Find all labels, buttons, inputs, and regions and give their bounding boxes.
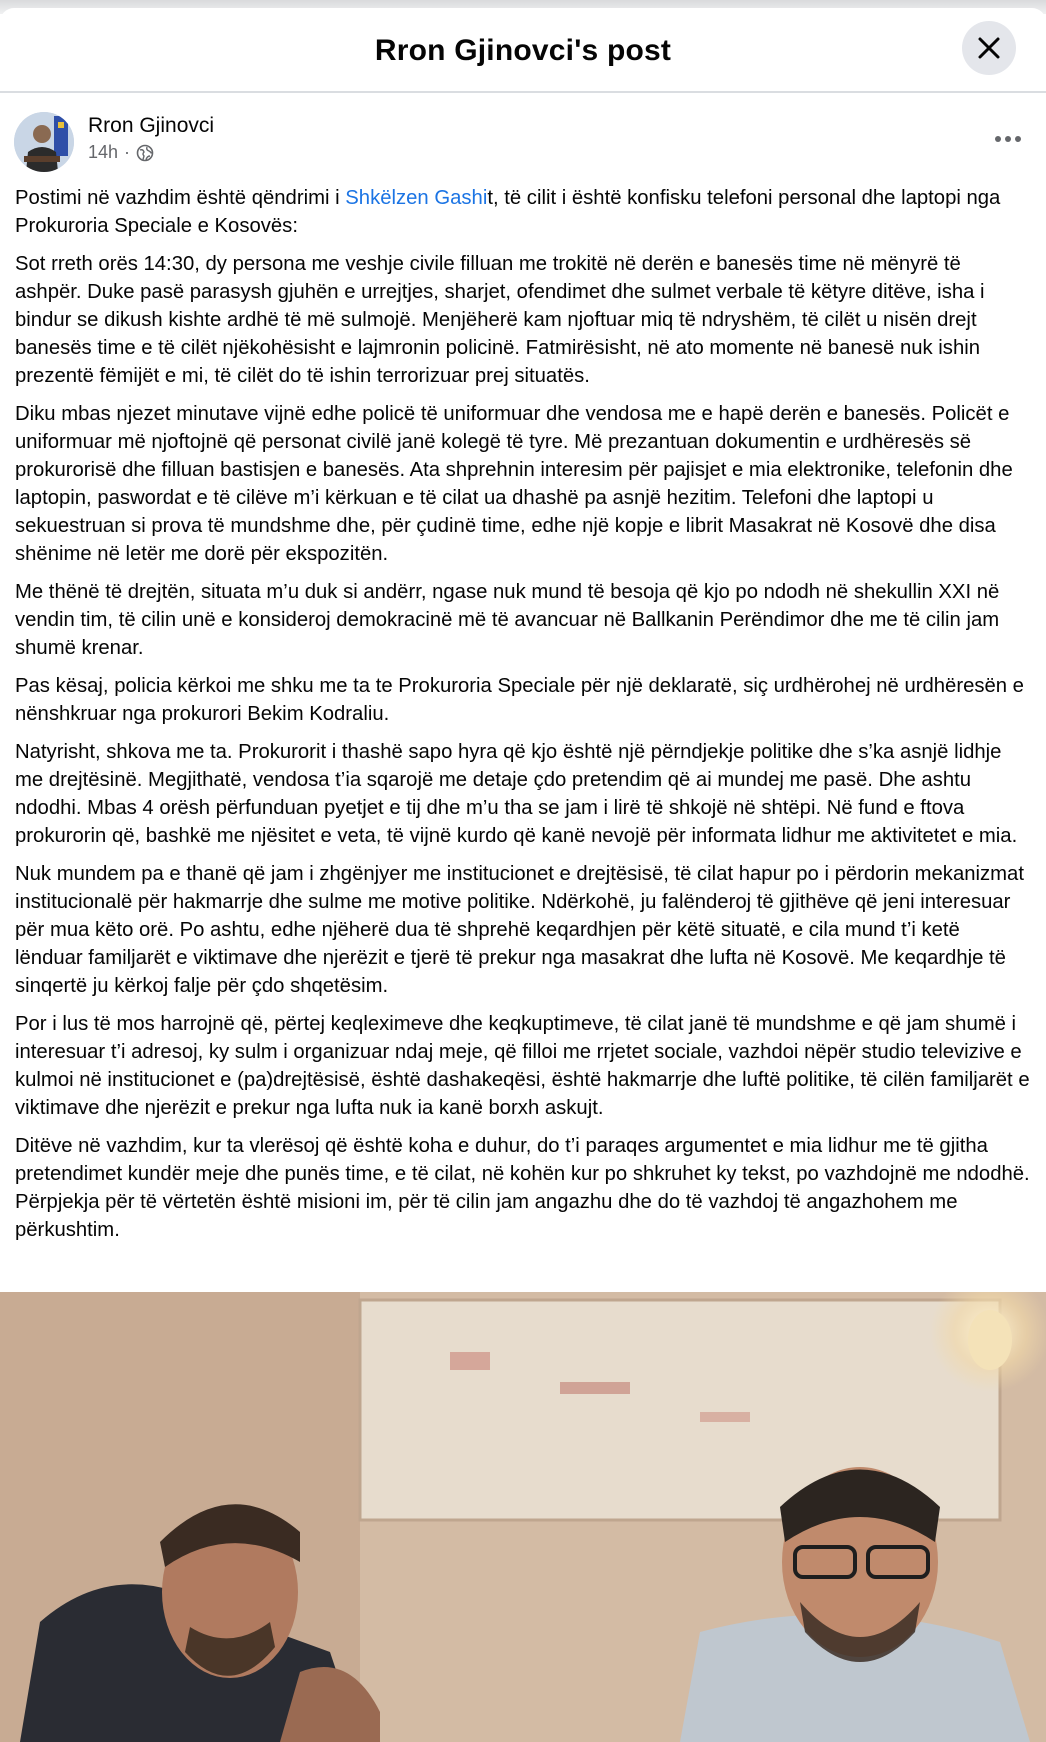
post-paragraph: Ditëve në vazhdim, kur ta vlerësoj që është koha e duhur, do t’i paraqes argumentet e mia lidhur me të gjitha pretendimet kundër meje dhe punës time, e të cilat, në kohën kur po shkruhet ky tekst, po vazhdojnë me ndodhë. Përpjekja për të vërtetën është misioni im, për të cilin jam angazhu dhe do të vazhdoj të angazhohem me përkushtim. [15, 1135, 1030, 1241]
more-options-icon [1015, 136, 1021, 142]
post-paragraph: Diku mbas njezet minutave vijnë edhe policë të uniformuar dhe vendosa me e hapë derën e banesës. Policët e uniformuar më njoftojnë që personat civilë janë kolegë të tyre. Më prezantuan dokumentin e urdhëresës së prokurorisë dhe filluan bastisjen e banesës. Ata shprehnin interesim për pajisjet e mia elektronike, telefonin dhe laptopin, paswordat e të cilëve m’i kërkuan e të cilat ua dhashë pa asnjë hezitim. Telefoni dhe laptopi u sekuestruan si prova të mundshme dhe, për çudinë time, edhe një kopje e librit Masakrat në Kosovë dhe disa shënime në letër me dorë për ekspozitën. [15, 403, 1013, 565]
globe-icon[interactable] [136, 144, 154, 162]
author-name[interactable]: Rron Gjinovci [88, 114, 215, 137]
paragraph-text: Postimi në vazhdim është qëndrimi i [15, 187, 346, 209]
more-options-icon [1005, 136, 1011, 142]
modal-title: Rron Gjinovci's post [374, 34, 672, 67]
post-photo-image [0, 1292, 1046, 1742]
post-text [15, 184, 1031, 1254]
post-header [14, 110, 1032, 174]
more-options-icon [995, 136, 1001, 142]
post-paragraph: Por i lus të mos harrojnë që, përtej keqleximeve dhe keqkuptimeve, të cilat janë të mundshme e që jam shumë i interesuar t’i adresoj, ky sulm i organizuar ndaj meje, që filloi me rrjetet sociale, vazhdoi nëpër studio televizive e kulmoi në institucionet e (pa)drejtësisë, është dashakeqësi, është hakmarrje dhe luftë politike, të cilën familjarët e viktimave dhe njerëzit e prekur nga lufta nuk ia kanë borxh askujt. [15, 1013, 1030, 1119]
post-paragraph: Pas kësaj, policia kërkoi me shku me ta te Prokuroria Speciale për një deklaratë, siç urdhërohej në urdhëresën e nënshkruar nga prokurori Bekim Kodraliu. [15, 675, 1024, 725]
close-button[interactable] [962, 21, 1016, 75]
mention-link[interactable]: Shkëlzen Gashi [345, 187, 488, 209]
meta-separator: · [124, 142, 131, 162]
post-photo[interactable] [0, 1292, 1046, 1742]
post-paragraph: Natyrisht, shkova me ta. Prokurorit i thashë sapo hyra që kjo është një përndjekje politike dhe s’ka asnjë lidhje me drejtësinë. Megjithatë, vendosa t’ia sqarojë me detaje çdo pretendim që ai mundej me pasë. Dhe ashtu ndodhi. Mbas 4 orësh përfunduan pyetjet e tij dhe m’u tha se jam i lirë të shkojë në shtëpi. Në fund e ftova prokurorin që, bashkë me njësitet e veta, të vijnë kurdo që kanë nevojë për informata lidhur me aktivitetet e mia. [15, 741, 1018, 847]
post-paragraph: Nuk mundem pa e thanë që jam i zhgënjyer me institucionet e drejtësisë, të cilat hapur po i përdorin mekanizmat institucionalë për hakmarrje dhe sulme me motive politike. Ndërkohë, ju falënderoj të gjithëve që jeni interesuar për mua këto orë. Po ashtu, edhe njëherë dua të shprehë keqardhjen për këtë situatë, e cila mund t’i ketë lënduar familjarët e viktimave dhe njerëzit e tjerë të prekur nga masakrat dhe lufta në Kosovë. Me keqardhje të sinqertë ju kërkoj falje për çdo shqetësim. [15, 863, 1024, 997]
avatar-image [14, 112, 74, 172]
post-time[interactable]: 14h [88, 142, 119, 162]
avatar[interactable] [14, 112, 74, 172]
post-paragraph [15, 184, 1031, 240]
modal-header [0, 8, 1046, 93]
paragraph-text: t, të cilit i është konfisku telefoni personal dhe laptopi nga Prokuroria Speciale e Kosovës: [15, 187, 1001, 237]
post-meta [88, 142, 154, 163]
close-icon [977, 36, 1001, 60]
post-paragraph: Sot rreth orës 14:30, dy persona me veshje civile filluan me trokitë në derën e banesës time në mënyrë të ashpër. Duke pasë parasysh gjuhën e urrejtjes, sharjet, ofendimet dhe sulmet verbale të këtyre ditëve, isha i bindur se dikush kishte ardhë të më sulmojë. Menjëherë kam njoftuar miq të ndryshëm, të cilët u nisën drejt banesës time e të cilët njëkohësisht e lajmronin policinë. Fatmirësisht, në ato momente në banesë nuk ishin prezentë fëmijët e mi, të cilët do të ishin terrorizuar prej situatës. [15, 253, 985, 387]
more-options-button[interactable] [988, 124, 1028, 154]
post-paragraph: Me thënë të drejtën, situata m’u duk si andërr, ngase nuk mund të besoja që kjo po ndodh në shekullin XXI në vendin tim, të cilin unë e konsideroj demokracinë më të avancuar në Ballkanin Perëndimor dhe me të cilin jam shumë krenar. [15, 581, 1000, 659]
